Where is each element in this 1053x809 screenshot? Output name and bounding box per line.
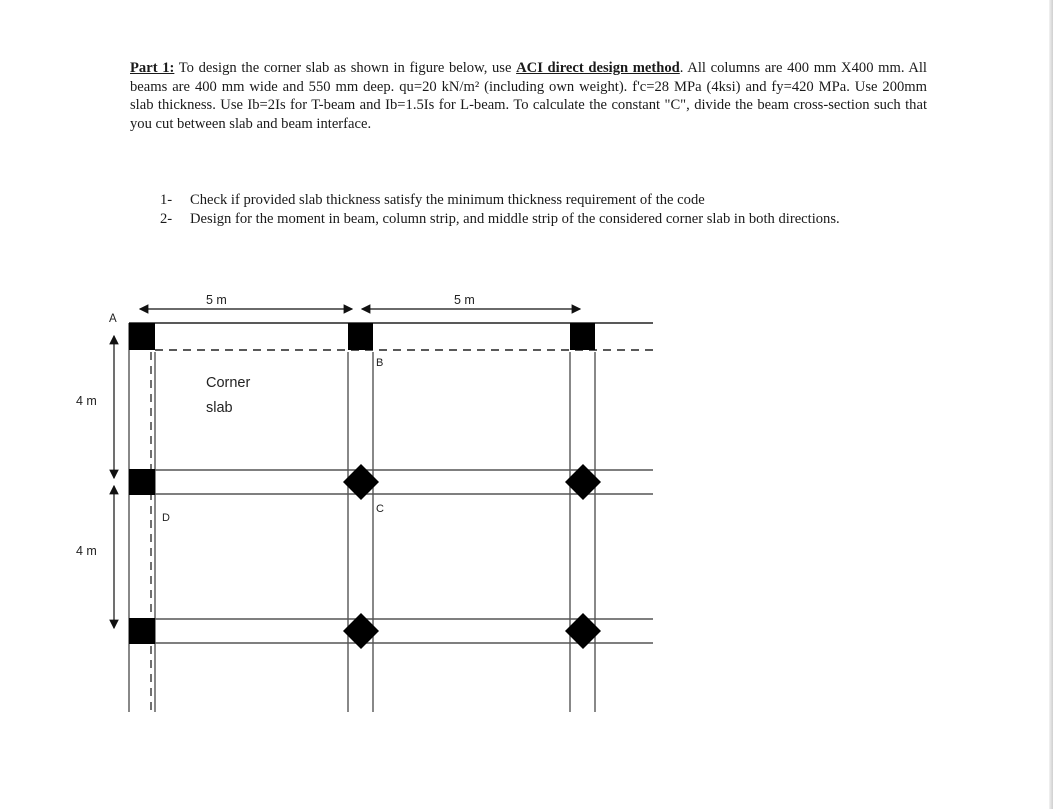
intro-text-rest: . All columns are 400 mm X400 mm. All beams are 400 mm wide and 550 mm deep. qu=20 kN/m² (including own weight). f'c=28 MPa (4ksi) and fy=420 MPa. Use 200mm slab thickness. Use Ib=2Is for T-beam and Ib=1.5Is for L-beam. To calculate the constant "C", divide the beam cross-section such that you cut between slab and beam interface. <box>130 60 927 132</box>
span-label-x1: 5 m <box>206 293 227 307</box>
task-number: 2- <box>160 210 173 227</box>
point-label-a: A <box>109 313 117 325</box>
span-label-y2: 4 m <box>76 544 97 558</box>
column <box>129 323 155 350</box>
part-label: Part 1: <box>130 60 175 76</box>
task-number: 1- <box>160 192 173 208</box>
column <box>129 469 155 495</box>
point-label-c: C <box>376 503 384 515</box>
task-text: Design for the moment in beam, column strip, and middle strip of the considered corner slab in both directions. <box>190 210 840 227</box>
corner-slab-label: Corner <box>206 375 251 391</box>
span-label-x2: 5 m <box>454 293 475 307</box>
method-name: ACI direct design method <box>516 60 680 76</box>
span-label-y1: 4 m <box>76 394 97 408</box>
point-label-b: B <box>376 357 384 369</box>
column <box>129 618 155 644</box>
task-text: Check if provided slab thickness satisfy the minimum thickness requirement of the code <box>190 192 705 208</box>
column <box>348 323 373 350</box>
intro-text-start: To design the corner slab as shown in figure below, use <box>178 60 512 76</box>
corner-slab-label-2: slab <box>206 400 233 416</box>
point-label-d: D <box>162 512 170 524</box>
column <box>570 323 595 350</box>
